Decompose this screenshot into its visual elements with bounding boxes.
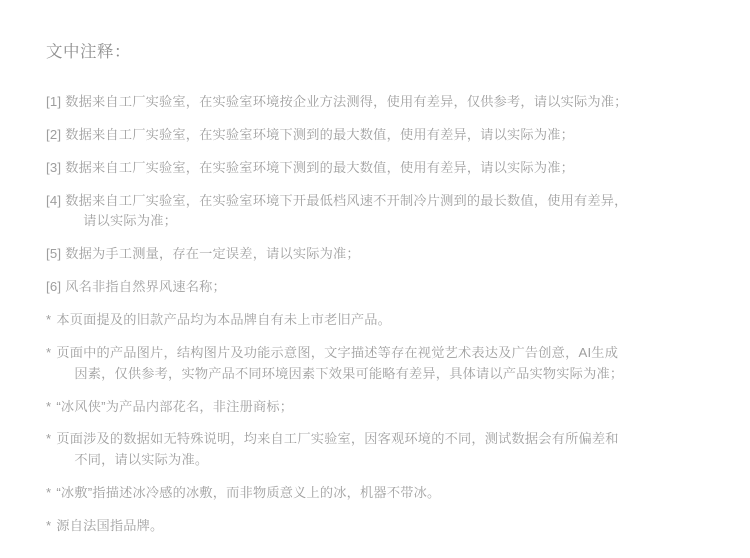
note-text [65, 244, 706, 264]
note-item [46, 191, 706, 232]
note-text [65, 191, 706, 232]
note-line: 数据来自工厂实验室，在实验室环境下测到的最大数值，使用有差异，请以实际为准； [65, 159, 574, 175]
note-marker: * [46, 517, 52, 533]
note-item [46, 244, 706, 264]
note-line: 本页面提及的旧款产品均为本品牌自有未上市老旧产品。 [56, 312, 392, 328]
note-marker: [6] [46, 279, 62, 295]
note-text [56, 310, 706, 330]
note-line: 请以实际为准； [83, 213, 177, 229]
note-line: 不同，请以实际为准。 [74, 451, 209, 467]
page-title: 文中注释： [46, 43, 131, 61]
note-item [46, 483, 706, 503]
note-marker: * [46, 312, 52, 328]
note-line: “冰敷”指描述冰冷感的冰敷，而非物质意义上的冰，机器不带冰。 [56, 484, 441, 500]
note-line: 页面中的产品图片，结构图片及功能示意图，文字描述等存在视觉艺术表达及广告创意，AI生成 [56, 345, 619, 361]
note-item [46, 125, 706, 145]
note-text [56, 516, 706, 536]
note-text [56, 397, 706, 417]
note-item [46, 310, 706, 330]
note-marker: [1] [46, 94, 62, 109]
notes-list [46, 92, 706, 536]
note-marker: * [46, 398, 52, 414]
note-item [46, 343, 706, 384]
note-line: 页面涉及的数据如无特殊说明，均来自工厂实验室，因客观环境的不同，测试数据会有所偏差和 [56, 431, 619, 447]
note-line: 源自法国指品牌。 [56, 517, 164, 533]
note-marker: [5] [46, 246, 62, 262]
note-line: 数据来自工厂实验室，在实验室环境下开最低档风速不开制冷片测到的最长数值，使用有差异， [65, 192, 628, 208]
note-marker: [3] [46, 159, 62, 175]
note-text [65, 92, 706, 112]
note-line: 数据来自工厂实验室，在实验室环境下测到的最大数值，使用有差异，请以实际为准； [65, 126, 574, 142]
note-line: 风名非指自然界风速名称； [65, 279, 226, 295]
note-marker: * [46, 484, 52, 500]
note-text [56, 483, 706, 503]
note-marker: [2] [46, 126, 62, 142]
note-item [46, 277, 706, 297]
note-item [46, 158, 706, 178]
note-line: “冰风侠”为产品内部花名，非注册商标； [56, 398, 294, 414]
note-text [65, 277, 706, 297]
note-text [65, 125, 706, 145]
note-marker: [4] [46, 192, 62, 208]
note-line: 数据来自工厂实验室，在实验室环境按企业方法测得，使用有差异，仅供参考，请以实际为准； [65, 94, 628, 109]
note-item [46, 429, 706, 470]
note-item [46, 516, 706, 536]
note-item [46, 92, 706, 112]
note-item [46, 397, 706, 417]
note-marker: * [46, 431, 52, 447]
note-text [65, 158, 706, 178]
note-text [56, 343, 706, 384]
note-line: 因素，仅供参考，实物产品不同环境因素下效果可能略有差异，具体请以产品实物实际为准； [74, 365, 624, 381]
note-text [56, 429, 706, 470]
note-marker: * [46, 345, 52, 361]
note-line: 数据为手工测量，存在一定误差，请以实际为准； [65, 246, 360, 262]
